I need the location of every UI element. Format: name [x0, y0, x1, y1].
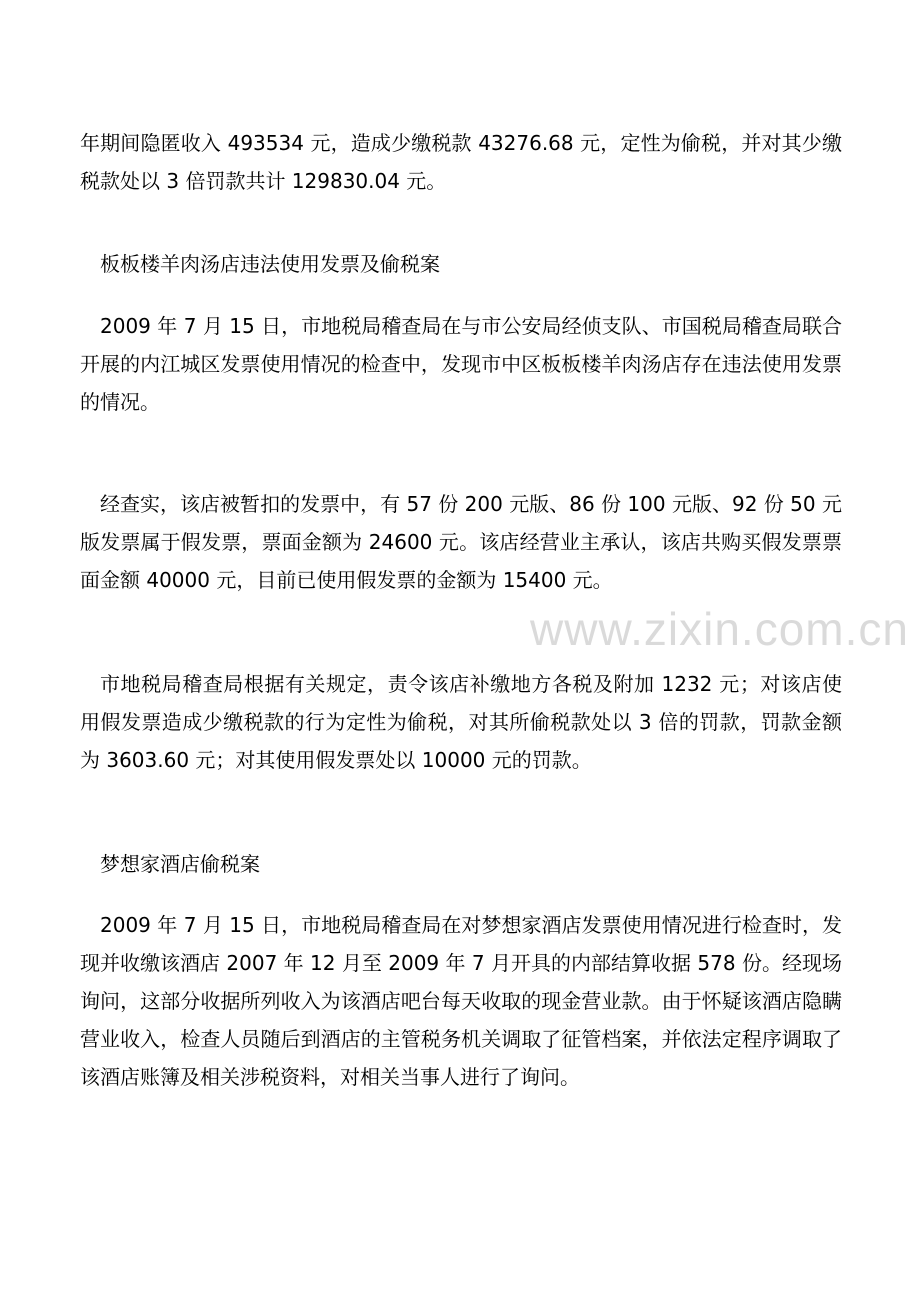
- watermark-text: www.zixin.com.cn: [530, 603, 909, 655]
- paragraph-mengxiangjia-inspection: 2009 年 7 月 15 日，市地税局稽查局在对梦想家酒店发票使用情况进行检查时，发现并收缴该酒店 2007 年 12 月至 2009 年 7 月开具的内部结算收据 578 份。经现场询问，这部分收据所列收入为该酒店吧台每天收取的现金营业款。由于怀疑该酒店隐瞒营业收入，检查人员随后到酒店的主管税务机关调取了征管档案，并依法定程序调取了该酒店账簿及相关涉税资料，对相关当事人进行了询问。: [80, 913, 842, 1089]
- case-heading-mengxiangjia: 梦想家酒店偷税案: [100, 852, 260, 876]
- paragraph-banbanlou-findings: 经查实，该店被暂扣的发票中，有 57 份 200 元版、86 份 100 元版、92 份 50 元版发票属于假发票，票面金额为 24600 元。该店经营业主承认，该店共购买假发票票面金额 40000 元，目前已使用假发票的金额为 15400 元。: [80, 492, 842, 592]
- paragraph-continuation: 年期间隐匿收入 493534 元，造成少缴税款 43276.68 元，定性为偷税，并对其少缴税款处以 3 倍罚款共计 129830.04 元。: [80, 131, 842, 193]
- paragraph-banbanlou-discovery: 2009 年 7 月 15 日，市地税局稽查局在与市公安局经侦支队、市国税局稽查局联合开展的内江城区发票使用情况的检查中，发现市中区板板楼羊肉汤店存在违法使用发票的情况。: [80, 314, 842, 414]
- paragraph-banbanlou-penalty: 市地税局稽查局根据有关规定，责令该店补缴地方各税及附加 1232 元；对该店使用假发票造成少缴税款的行为定性为偷税，对其所偷税款处以 3 倍的罚款，罚款金额为 3603.60 元；对其使用假发票处以 10000 元的罚款。: [80, 672, 842, 772]
- case-heading-banbanlou: 板板楼羊肉汤店违法使用发票及偷税案: [100, 252, 440, 276]
